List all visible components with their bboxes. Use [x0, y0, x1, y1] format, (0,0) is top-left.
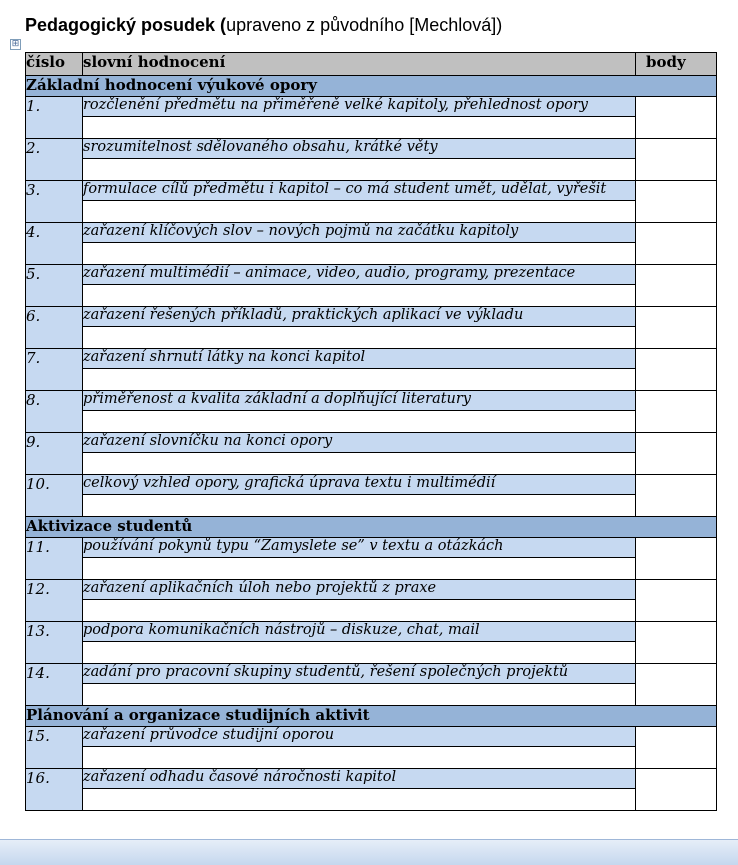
points-cell[interactable]	[636, 580, 717, 622]
item-comment-cell[interactable]	[83, 747, 636, 769]
item-description: srozumitelnost sdělovaného obsahu, krátké věty	[83, 139, 636, 159]
points-cell[interactable]	[636, 769, 717, 811]
table-row-comment	[26, 453, 717, 475]
item-comment-cell[interactable]	[83, 285, 636, 307]
points-cell[interactable]	[636, 307, 717, 349]
item-comment-cell[interactable]	[83, 453, 636, 475]
item-comment-cell[interactable]	[83, 558, 636, 580]
item-comment-cell[interactable]	[83, 789, 636, 811]
item-number: 14.	[26, 664, 83, 706]
section-title: Plánování a organizace studijních aktivit	[26, 706, 717, 727]
item-description: zařazení odhadu časové náročnosti kapitol	[83, 769, 636, 789]
points-cell[interactable]	[636, 433, 717, 475]
item-description: zařazení klíčových slov – nových pojmů na začátku kapitoly	[83, 223, 636, 243]
header-number: číslo	[26, 53, 83, 76]
item-number: 6.	[26, 307, 83, 349]
points-cell[interactable]	[636, 391, 717, 433]
item-number: 2.	[26, 139, 83, 181]
table-row	[26, 664, 717, 684]
item-number: 7.	[26, 349, 83, 391]
section-row	[26, 517, 717, 538]
item-comment-cell[interactable]	[83, 495, 636, 517]
item-comment-cell[interactable]	[83, 159, 636, 181]
table-row-comment	[26, 642, 717, 664]
table-row	[26, 139, 717, 159]
table-row	[26, 307, 717, 327]
item-description: formulace cílů předmětu i kapitol – co má student umět, udělat, vyřešit	[83, 181, 636, 201]
title-normal: upraveno z původního [Mechlová]	[226, 15, 497, 35]
table-row-comment	[26, 558, 717, 580]
item-number: 9.	[26, 433, 83, 475]
header-points: body	[636, 53, 717, 76]
table-row-comment	[26, 495, 717, 517]
title-close: )	[496, 15, 503, 35]
table-row	[26, 391, 717, 411]
item-number: 13.	[26, 622, 83, 664]
table-row	[26, 349, 717, 369]
table-row	[26, 580, 717, 600]
item-comment-cell[interactable]	[83, 201, 636, 223]
item-description: zadání pro pracovní skupiny studentů, řešení společných projektů	[83, 664, 636, 684]
table-header-row	[26, 53, 717, 76]
item-comment-cell[interactable]	[83, 642, 636, 664]
table-row-comment	[26, 159, 717, 181]
item-description: přiměřenost a kvalita základní a doplňující literatury	[83, 391, 636, 411]
points-cell[interactable]	[636, 223, 717, 265]
points-cell[interactable]	[636, 538, 717, 580]
points-cell[interactable]	[636, 664, 717, 706]
item-comment-cell[interactable]	[83, 243, 636, 265]
item-number: 15.	[26, 727, 83, 769]
points-cell[interactable]	[636, 349, 717, 391]
item-comment-cell[interactable]	[83, 369, 636, 391]
title-bold: Pedagogický posudek (	[25, 15, 227, 35]
table-row	[26, 223, 717, 243]
table-row	[26, 622, 717, 642]
table-row-comment	[26, 327, 717, 349]
table-row	[26, 265, 717, 285]
table-row-comment	[26, 747, 717, 769]
section-title: Základní hodnocení výukové opory	[26, 76, 717, 97]
item-description: používání pokynů typu “Zamyslete se” v textu a otázkách	[83, 538, 636, 558]
item-description: zařazení slovníčku na konci opory	[83, 433, 636, 453]
table-row-comment	[26, 117, 717, 139]
evaluation-table	[25, 52, 717, 811]
page-title	[25, 15, 502, 36]
points-cell[interactable]	[636, 475, 717, 517]
table-row-comment	[26, 201, 717, 223]
item-number: 5.	[26, 265, 83, 307]
item-description: zařazení multimédií – animace, video, audio, programy, prezentace	[83, 265, 636, 285]
points-cell[interactable]	[636, 181, 717, 223]
item-comment-cell[interactable]	[83, 600, 636, 622]
item-description: zařazení shrnutí látky na konci kapitol	[83, 349, 636, 369]
table-body	[26, 76, 717, 811]
item-comment-cell[interactable]	[83, 684, 636, 706]
table-row	[26, 538, 717, 558]
table-move-handle-icon[interactable]: ⊞	[11, 39, 20, 49]
table-row	[26, 97, 717, 117]
item-description: zařazení aplikačních úloh nebo projektů z praxe	[83, 580, 636, 600]
item-description: zařazení průvodce studijní oporou	[83, 727, 636, 747]
item-description: zařazení řešených příkladů, praktických aplikací ve výkladu	[83, 307, 636, 327]
points-cell[interactable]	[636, 139, 717, 181]
table-row	[26, 181, 717, 201]
table-row-comment	[26, 369, 717, 391]
table-row-comment	[26, 285, 717, 307]
table-row-comment	[26, 789, 717, 811]
item-number: 1.	[26, 97, 83, 139]
table-row	[26, 769, 717, 789]
points-cell[interactable]	[636, 265, 717, 307]
table-row	[26, 475, 717, 495]
item-description: rozčlenění předmětu na přiměřeně velké kapitoly, přehlednost opory	[83, 97, 636, 117]
item-number: 11.	[26, 538, 83, 580]
item-comment-cell[interactable]	[83, 327, 636, 349]
item-comment-cell[interactable]	[83, 411, 636, 433]
section-title: Aktivizace studentů	[26, 517, 717, 538]
item-number: 8.	[26, 391, 83, 433]
points-cell[interactable]	[636, 97, 717, 139]
table-row-comment	[26, 243, 717, 265]
table-row-comment	[26, 684, 717, 706]
item-number: 16.	[26, 769, 83, 811]
item-comment-cell[interactable]	[83, 117, 636, 139]
item-number: 10.	[26, 475, 83, 517]
item-description: podpora komunikačních nástrojů – diskuze, chat, mail	[83, 622, 636, 642]
points-cell[interactable]	[636, 622, 717, 664]
table-row	[26, 727, 717, 747]
table-row	[26, 433, 717, 453]
item-number: 12.	[26, 580, 83, 622]
points-cell[interactable]	[636, 727, 717, 769]
window-bottom-bar	[0, 839, 738, 865]
section-row	[26, 706, 717, 727]
item-number: 3.	[26, 181, 83, 223]
item-number: 4.	[26, 223, 83, 265]
item-description: celkový vzhled opory, grafická úprava textu i multimédií	[83, 475, 636, 495]
table-row-comment	[26, 600, 717, 622]
header-description: slovní hodnocení	[83, 53, 636, 76]
table-row-comment	[26, 411, 717, 433]
section-row	[26, 76, 717, 97]
